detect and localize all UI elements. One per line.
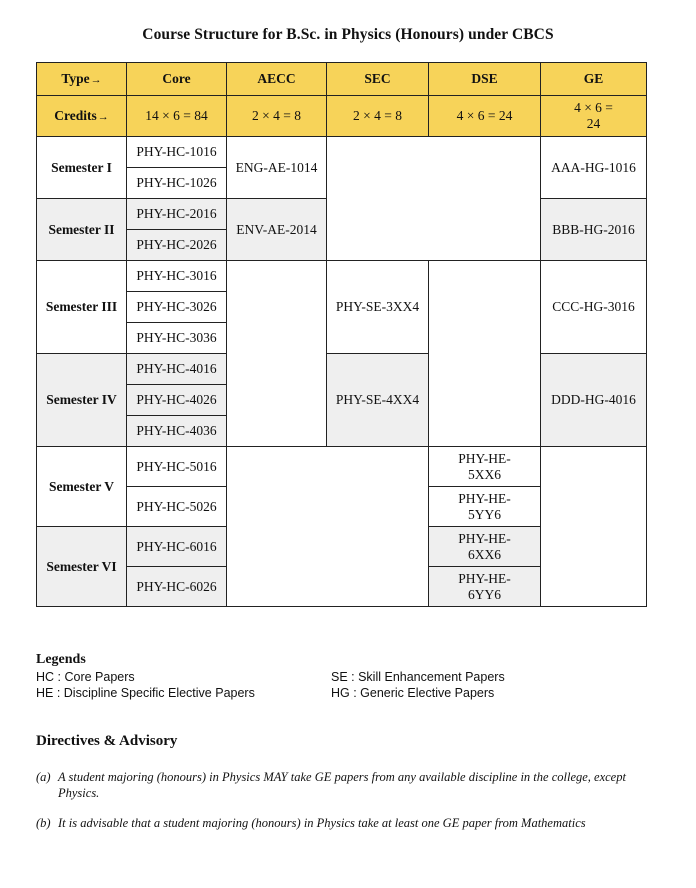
dse-cell: PHY-HE-6YY6: [429, 567, 541, 607]
directive-a-tag: (a): [36, 770, 51, 784]
directive-b-tag: (b): [36, 816, 51, 830]
ge-cell: BBB-HG-2016: [541, 199, 647, 261]
credits-ge: 4 × 6 = 24: [541, 96, 647, 137]
directive-a: [36, 769, 636, 801]
semester-3-label: Semester III: [37, 261, 127, 354]
empty-ge-block: [541, 447, 647, 607]
legends-heading: Legends: [36, 652, 86, 667]
col-header-sec: SEC: [327, 63, 429, 96]
core-cell: PHY-HC-5016: [127, 447, 227, 487]
legends-section: [36, 652, 656, 701]
dse-cell: PHY-HE-5YY6: [429, 487, 541, 527]
dse-cell: PHY-HE-6XX6: [429, 527, 541, 567]
core-cell: PHY-HC-2026: [127, 230, 227, 261]
dse-cell: PHY-HE-5XX6: [429, 447, 541, 487]
directives-heading: Directives & Advisory: [36, 733, 178, 749]
aecc-cell: ENV-AE-2014: [227, 199, 327, 261]
core-cell: PHY-HC-4036: [127, 416, 227, 447]
empty-dse-block: [429, 261, 541, 447]
legend-hc: HC : Core Papers: [36, 670, 135, 684]
type-header-cell: Type→: [37, 63, 127, 96]
col-header-dse: DSE: [429, 63, 541, 96]
ge-cell: AAA-HG-1016: [541, 137, 647, 199]
col-header-core: Core: [127, 63, 227, 96]
course-structure-table: [36, 62, 647, 607]
legend-hg: HG : Generic Elective Papers: [331, 686, 495, 700]
semester-5-label: Semester V: [37, 447, 127, 527]
directive-b: [36, 815, 636, 831]
legend-se: SE : Skill Enhancement Papers: [331, 670, 505, 684]
sec-cell: PHY-SE-4XX4: [327, 354, 429, 447]
type-header-row: [37, 63, 647, 96]
page-title: Course Structure for B.Sc. in Physics (Honours) under CBCS: [142, 26, 554, 43]
core-cell: PHY-HC-5026: [127, 487, 227, 527]
credits-core: 14 × 6 = 84: [127, 96, 227, 137]
credits-header-row: [37, 96, 647, 137]
core-cell: PHY-HC-1016: [127, 137, 227, 168]
core-cell: PHY-HC-4026: [127, 385, 227, 416]
core-cell: PHY-HC-3016: [127, 261, 227, 292]
semester-6-label: Semester VI: [37, 527, 127, 607]
core-cell: PHY-HC-3036: [127, 323, 227, 354]
core-cell: PHY-HC-1026: [127, 168, 227, 199]
core-cell: PHY-HC-2016: [127, 199, 227, 230]
directive-b-text: It is advisable that a student majoring (honours) in Physics take at least one GE paper from Mathematics: [58, 816, 586, 830]
right-arrow-icon: →: [90, 73, 102, 86]
credits-header-cell: Credits→: [37, 96, 127, 137]
core-cell: PHY-HC-6026: [127, 567, 227, 607]
ge-cell: CCC-HG-3016: [541, 261, 647, 354]
semester-1-label: Semester I: [37, 137, 127, 199]
credits-aecc: 2 × 4 = 8: [227, 96, 327, 137]
ge-cell: DDD-HG-4016: [541, 354, 647, 447]
sec-cell: PHY-SE-3XX4: [327, 261, 429, 354]
semester-4-label: Semester IV: [37, 354, 127, 447]
empty-aecc-block: [227, 261, 327, 447]
core-cell: PHY-HC-6016: [127, 527, 227, 567]
empty-aecc-sec-block: [227, 447, 429, 607]
core-cell: PHY-HC-4016: [127, 354, 227, 385]
semester-2-label: Semester II: [37, 199, 127, 261]
legend-he: HE : Discipline Specific Elective Papers: [36, 686, 255, 700]
empty-sec-dse-block: [327, 137, 541, 261]
directive-a-text: A student majoring (honours) in Physics MAY take GE papers from any available discipline in the college, except Physics.: [58, 770, 626, 800]
aecc-cell: ENG-AE-1014: [227, 137, 327, 199]
credits-sec: 2 × 4 = 8: [327, 96, 429, 137]
col-header-ge: GE: [541, 63, 647, 96]
col-header-aecc: AECC: [227, 63, 327, 96]
right-arrow-icon: →: [97, 110, 109, 123]
credits-dse: 4 × 6 = 24: [429, 96, 541, 137]
core-cell: PHY-HC-3026: [127, 292, 227, 323]
